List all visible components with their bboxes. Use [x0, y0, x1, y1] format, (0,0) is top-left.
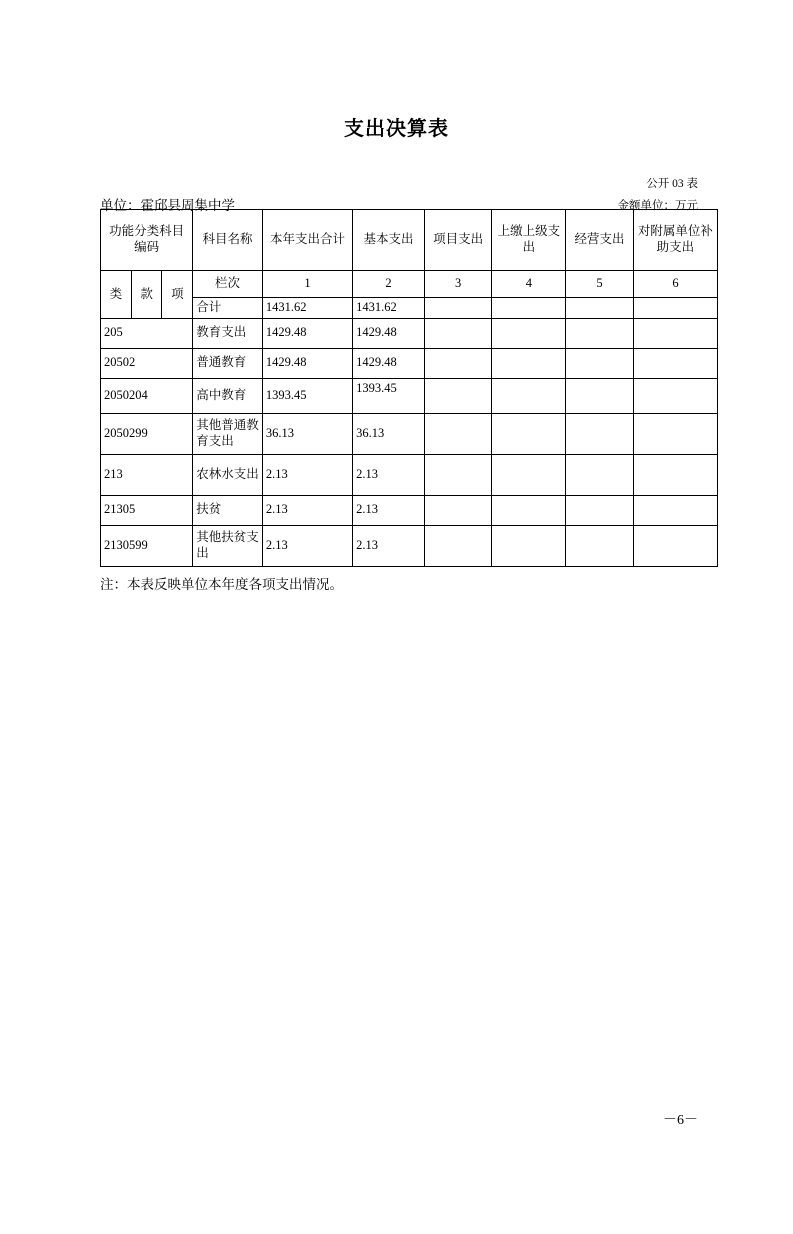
row-value-3: [424, 454, 492, 495]
header-sub-section: 款: [131, 271, 162, 319]
header-col-5: 经营支出: [566, 210, 634, 271]
table-row: [101, 348, 718, 378]
row-value-5: [566, 348, 634, 378]
row-value-2: 1393.45: [353, 378, 425, 413]
row-value-4: [492, 525, 566, 566]
row-value-6: [633, 454, 717, 495]
row-value-1: 1429.48: [262, 348, 352, 378]
table-note: 注：本表反映单位本年度各项支出情况。: [100, 576, 343, 592]
header-index-2: 2: [353, 271, 425, 298]
row-value-2: 2.13: [353, 454, 425, 495]
header-index-6: 6: [633, 271, 717, 298]
header-sub-item: 项: [162, 271, 193, 319]
table-row: [101, 378, 718, 413]
table-row: [101, 454, 718, 495]
header-col-2: 基本支出: [353, 210, 425, 271]
row-code: 2130599: [101, 525, 193, 566]
header-col-6: 对附属单位补助支出: [633, 210, 717, 271]
row-value-4: [492, 413, 566, 454]
row-value-3: [424, 495, 492, 525]
table-row: [101, 413, 718, 454]
expenditure-table: [100, 209, 718, 567]
row-value-4: [492, 318, 566, 348]
row-value-4: [492, 454, 566, 495]
row-value-5: [566, 298, 634, 319]
header-category-code: 功能分类科目编码: [101, 210, 193, 271]
row-code: 205: [101, 318, 193, 348]
row-value-5: [566, 378, 634, 413]
row-value-6: [633, 525, 717, 566]
row-value-5: [566, 525, 634, 566]
row-value-3: [424, 348, 492, 378]
row-value-6: [633, 378, 717, 413]
row-value-1: 2.13: [262, 495, 352, 525]
document-page: [0, 112, 793, 1234]
row-value-2: 36.13: [353, 413, 425, 454]
row-value-4: [492, 298, 566, 319]
row-name: 其他扶贫支出: [193, 525, 263, 566]
row-code: 2050204: [101, 378, 193, 413]
row-name: 高中教育: [193, 378, 263, 413]
row-name: 扶贫: [193, 495, 263, 525]
row-name: 其他普通教育支出: [193, 413, 263, 454]
row-value-6: [633, 495, 717, 525]
row-value-3: [424, 318, 492, 348]
row-value-6: [633, 318, 717, 348]
header-index-3: 3: [424, 271, 492, 298]
row-value-5: [566, 454, 634, 495]
header-sub-class: 类: [101, 271, 132, 319]
row-value-3: [424, 413, 492, 454]
row-value-5: [566, 413, 634, 454]
row-value-1: 2.13: [262, 454, 352, 495]
row-value-1: 1431.62: [262, 298, 352, 319]
row-value-2: 2.13: [353, 525, 425, 566]
table-row: [101, 298, 718, 319]
row-value-5: [566, 318, 634, 348]
header-col-1: 本年支出合计: [262, 210, 352, 271]
row-value-4: [492, 378, 566, 413]
row-value-4: [492, 495, 566, 525]
row-value-3: [424, 525, 492, 566]
row-value-6: [633, 348, 717, 378]
unit-label: 单位：霍邱县周集中学: [100, 198, 235, 213]
row-name: 农林水支出: [193, 454, 263, 495]
row-name: 教育支出: [193, 318, 263, 348]
row-value-1: 1429.48: [262, 318, 352, 348]
row-code: 20502: [101, 348, 193, 378]
row-value-3: [424, 298, 492, 319]
document-meta: [100, 141, 698, 213]
row-value-2: 1429.48: [353, 348, 425, 378]
amount-unit-label: 金额单位：万元: [617, 200, 698, 212]
page-number: －6－: [663, 1113, 698, 1128]
header-col-3: 项目支出: [424, 210, 492, 271]
row-value-6: [633, 298, 717, 319]
row-code: 21305: [101, 495, 193, 525]
row-value-2: 2.13: [353, 495, 425, 525]
row-value-6: [633, 413, 717, 454]
header-index-4: 4: [492, 271, 566, 298]
row-value-1: 36.13: [262, 413, 352, 454]
table-header-row-index: [101, 271, 718, 298]
row-value-4: [492, 348, 566, 378]
header-index-5: 5: [566, 271, 634, 298]
header-column-index-label: 栏次: [193, 271, 263, 298]
table-row: [101, 495, 718, 525]
row-value-5: [566, 495, 634, 525]
page-title: 支出决算表: [344, 118, 449, 140]
row-name: 合计: [193, 298, 263, 319]
header-col-4: 上缴上级支出: [492, 210, 566, 271]
row-code: 2050299: [101, 413, 193, 454]
header-subject-name: 科目名称: [193, 210, 263, 271]
row-value-1: 2.13: [262, 525, 352, 566]
row-value-1: 1393.45: [262, 378, 352, 413]
row-code: 213: [101, 454, 193, 495]
row-value-2: 1431.62: [353, 298, 425, 319]
header-index-1: 1: [262, 271, 352, 298]
row-value-3: [424, 378, 492, 413]
form-code-label: 公开 03 表: [646, 178, 698, 190]
table-row: [101, 525, 718, 566]
row-value-2: 1429.48: [353, 318, 425, 348]
row-name: 普通教育: [193, 348, 263, 378]
table-row: [101, 318, 718, 348]
